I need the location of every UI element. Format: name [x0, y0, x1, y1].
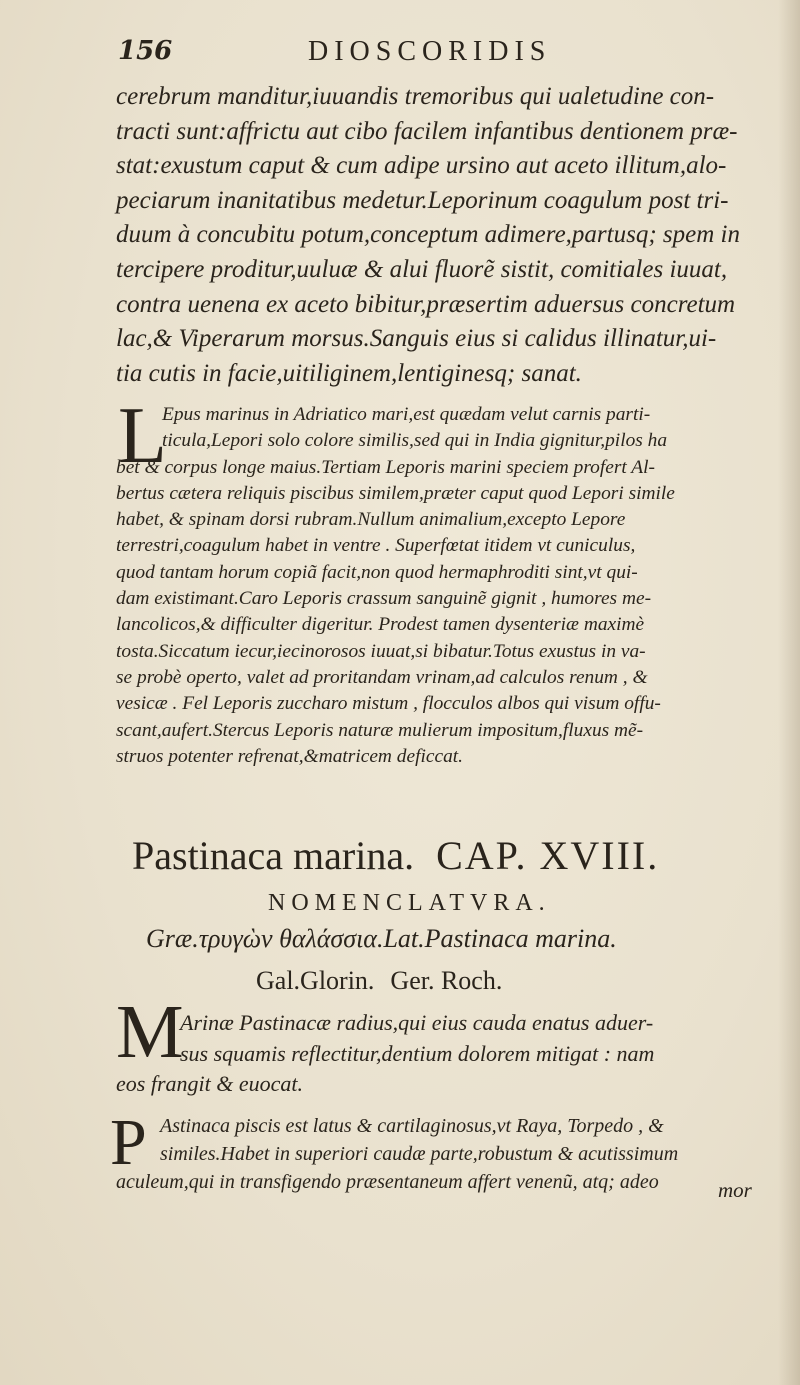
- page-number: 156: [118, 36, 173, 66]
- text-line: vesicæ . Fel Leporis zucchаro mistum , flocculos albos qui visum offu-: [116, 693, 661, 715]
- text-line: tracti sunt:affrictu aut cibo facilem infantibus dentionem præ-: [116, 117, 738, 145]
- text-line: se probè operto, valet ad proritandam vrinam,ad calculos renum , &: [116, 666, 648, 688]
- text-line: duum à concubitu potum,conceptum adimere,partusq; spem in: [116, 221, 740, 249]
- text-line: quod tantam horum copiã facit,non quod hermaphroditi sint,vt qui-: [116, 561, 638, 583]
- drop-cap-p: P: [110, 1106, 147, 1179]
- running-title: DIOSCORIDIS: [308, 36, 552, 67]
- synonym-gallic: Gal.Glorin.: [256, 966, 375, 995]
- text-line: lac,& Viperarum morsus.Sanguis eius si calidus illinatur,ui-: [116, 325, 717, 353]
- text-line: terrestri,coagulum habet in ventre . Superfœtat itidem vt cuniculus,: [116, 535, 636, 557]
- chapter-heading: [132, 832, 782, 879]
- page-header: [118, 36, 678, 72]
- text-line: ticula,Lepori solo colore similis,sed qui in India gignitur,pilos ha: [162, 430, 668, 452]
- text-line: bertus cætera reliquis piscibus similem,præter caput quod Lepori simile: [116, 482, 675, 504]
- text-line: Arinæ Pastinacæ radius,qui eius cauda enatus aduer-: [180, 1010, 654, 1035]
- nomenclatura-heading: NOMENCLATVRA.: [268, 890, 551, 916]
- text-line: tosta.Siccatum iecur,iecinorosos iuuat,si bibatur.Totus exustus in va-: [116, 640, 646, 662]
- synonyms-greek-latin: Græ.τρυγὼν θαλάσσια.Lat.Pastinaca marina.: [146, 924, 617, 953]
- text-line: Epus marinus in Adriatico mari,est quædam velut carnis parti-: [162, 404, 651, 425]
- synonyms-gallic-german: [256, 966, 502, 996]
- text-line: scant,aufert.Stercus Leporis naturæ mulierum impositum,fluxus mẽ-: [116, 719, 644, 741]
- text-line: tia cutis in facie,uitiliginem,lentiginesq; sanat.: [116, 359, 582, 387]
- text-line: peciarum inanitatibus medetur.Leporinum coagulum post tri-: [116, 186, 729, 214]
- chapter-number: CAP. XVIII.: [436, 833, 660, 878]
- text-line: tercipere proditur,uuluæ & alui fluorẽ sistit, comitiales iuuat,: [116, 255, 728, 283]
- paragraph-lepus-terrestris: [116, 80, 766, 391]
- paragraph-pastinaca-radius: [116, 1008, 766, 1100]
- chapter-title: Pastinaca marina.: [132, 833, 415, 878]
- text-line: eos frangit & euocat.: [116, 1071, 303, 1096]
- text-line: aculeum,qui in transfigendo præsentaneum affert venenũ, atq; adeo: [116, 1171, 659, 1193]
- text-line: dam existimant.Caro Leporis crassum sanguinẽ gignit , humores me-: [116, 588, 652, 610]
- text-line: contra uenena ex aceto bibitur,præsertim aduersus concretum: [116, 290, 736, 318]
- paragraph-lepus-marinus: [116, 402, 766, 770]
- text-line: sus squamis reflectitur,dentium dolorem mitigat : nam: [180, 1040, 655, 1066]
- text-line: habet, & spinam dorsi rubram.Nullum animalium,excepto Lepore: [116, 509, 626, 531]
- catchword: mor: [718, 1178, 752, 1202]
- synonym-german: Ger. Roch.: [390, 966, 503, 995]
- text-line: similes.Habet in superiori caudæ parte,robustum & acutissimum: [160, 1143, 679, 1165]
- paragraph-pastinaca-piscis: [116, 1112, 766, 1196]
- page-gutter-shadow: [778, 0, 800, 1385]
- text-line: struos potenter refrenat,&matricem deficcat.: [116, 745, 463, 767]
- text-line: bet & corpus longe maius.Tertiam Leporis marini speciem profert Al-: [116, 456, 655, 478]
- drop-cap-m: M: [116, 990, 184, 1074]
- text-line: lancolicos,& difficulter digeritur. Prodest tamen dysenteriæ maximè: [116, 614, 645, 636]
- drop-cap-l: L: [118, 392, 167, 480]
- text-line: Astinaca piscis est latus & cartilaginosus,vt Raya, Torpedo , &: [160, 1115, 664, 1137]
- text-line: cerebrum manditur,iuuandis tremoribus qui ualetudine con-: [116, 83, 715, 110]
- text-line: stat:exustum caput & cum adipe ursino aut aceto illitum,alo-: [116, 152, 727, 180]
